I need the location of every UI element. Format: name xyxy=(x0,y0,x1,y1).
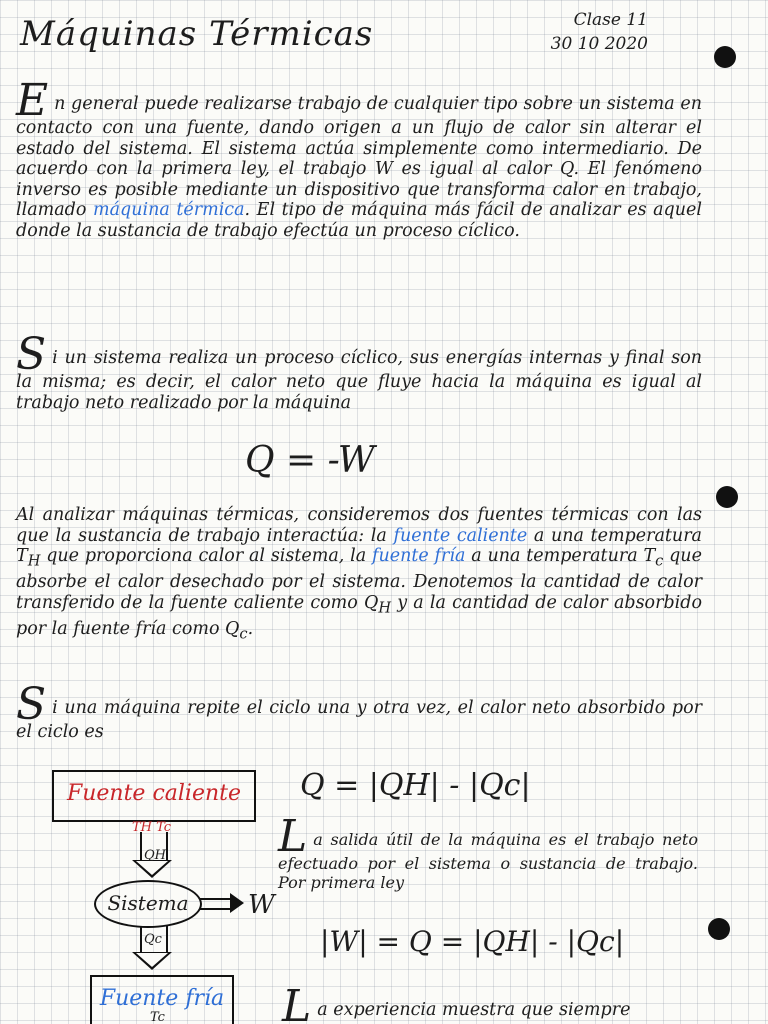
cold-source-label: Fuente fría xyxy=(99,986,225,1011)
paragraph-text: n general puede realizarse trabajo de cualquier tipo sobre un sistema en contacto con una fuente, dando origen a un flujo de calor sin alterar el estado del sistema. El sistema actúa simplemente como intermediario. De acuerdo con la primera ley, el trabajo W es igual al calor Q. El fenómeno inverso es posible mediante un dispositivo que transforma calor en trabajo, llamado xyxy=(16,94,702,220)
work-label: W xyxy=(248,890,275,920)
paragraph-sources xyxy=(16,505,702,645)
paragraph-text: a experiencia muestra que siempre xyxy=(317,1000,631,1020)
equation-q-w: Q = -W xyxy=(245,440,375,481)
system-label: Sistema xyxy=(107,891,189,915)
paragraph-text: a salida útil de la máquina es el trabajo neto efectuado por el sistema o sustancia de trabajo. Por primera ley xyxy=(278,830,698,892)
class-label: Clase 11 xyxy=(573,10,648,30)
dropcap: E xyxy=(16,75,49,126)
dropcap: S xyxy=(16,679,47,730)
binder-hole-top xyxy=(714,46,736,68)
subscript: H xyxy=(378,599,392,616)
date-block xyxy=(498,8,648,56)
paragraph-text: a una temperatura T xyxy=(471,546,656,566)
subscript: c xyxy=(239,625,248,642)
paragraph-text: i un sistema realiza un proceso cíclico, sus energías internas y final son la misma; es decir, el calor neto que fluye hacia la máquina es igual al trabajo neto realizado por la máquina xyxy=(16,348,702,413)
highlight-text: fuente fría xyxy=(371,546,466,566)
paragraph-output xyxy=(278,811,698,892)
page-title: Máquinas Térmicas xyxy=(20,14,374,54)
dropcap: L xyxy=(282,981,312,1024)
paragraph-text: y a la cantidad de calor absorbido por la fuente fría como Q xyxy=(16,592,702,639)
equation-net-heat: Q = |QH| - |Qc| xyxy=(300,768,531,803)
work-arrow xyxy=(200,898,230,910)
hot-source-label: Fuente caliente xyxy=(66,781,242,806)
paragraph-text: a una temperatura T xyxy=(16,525,702,566)
paragraph-text: Al analizar máquinas térmicas, consideremos dos fuentes térmicas con las que la sustancia de trabajo interactúa: la xyxy=(16,505,702,546)
heat-out-label: Qc xyxy=(144,932,162,947)
paragraph-net-heat xyxy=(16,679,702,743)
paragraph-cycle xyxy=(16,329,702,413)
paragraph-text: . El tipo de máquina más fácil de analizar es aquel donde la sustancia de trabajo efectúa un proceso cíclico. xyxy=(16,200,702,241)
date-label: 30 10 2020 xyxy=(550,34,648,54)
paragraph-text: i una máquina repite el ciclo una y otra vez, el calor neto absorbido por el ciclo es xyxy=(16,698,702,742)
dropcap: S xyxy=(16,329,47,380)
hot-source-box xyxy=(52,770,256,822)
paragraph-text: . xyxy=(247,618,254,639)
heat-out-arrow-head xyxy=(132,952,172,970)
cold-temp-label: Tc xyxy=(150,1010,165,1024)
heat-in-label: QH xyxy=(144,848,166,863)
highlight-text: fuente caliente xyxy=(393,525,528,546)
binder-hole-bottom xyxy=(708,918,730,940)
paragraph-intro xyxy=(16,75,702,241)
hot-temp-label: TH Tc xyxy=(132,820,172,835)
highlight-text: máquina térmica xyxy=(92,200,245,220)
system-ellipse xyxy=(94,880,202,928)
subscript: H xyxy=(27,552,41,570)
paragraph-experience xyxy=(282,981,702,1024)
paragraph-text: que proporciona calor al sistema, la xyxy=(46,546,367,566)
equation-work: |W| = Q = |QH| - |Qc| xyxy=(320,925,625,958)
binder-hole-middle xyxy=(716,486,738,508)
paragraph-text: que absorbe el calor desechado por el sistema. Denotemos la cantidad de calor transferido de la fuente caliente como Q xyxy=(16,546,702,613)
work-arrow-head xyxy=(230,893,244,913)
subscript: c xyxy=(655,552,664,570)
dropcap: L xyxy=(278,811,308,862)
